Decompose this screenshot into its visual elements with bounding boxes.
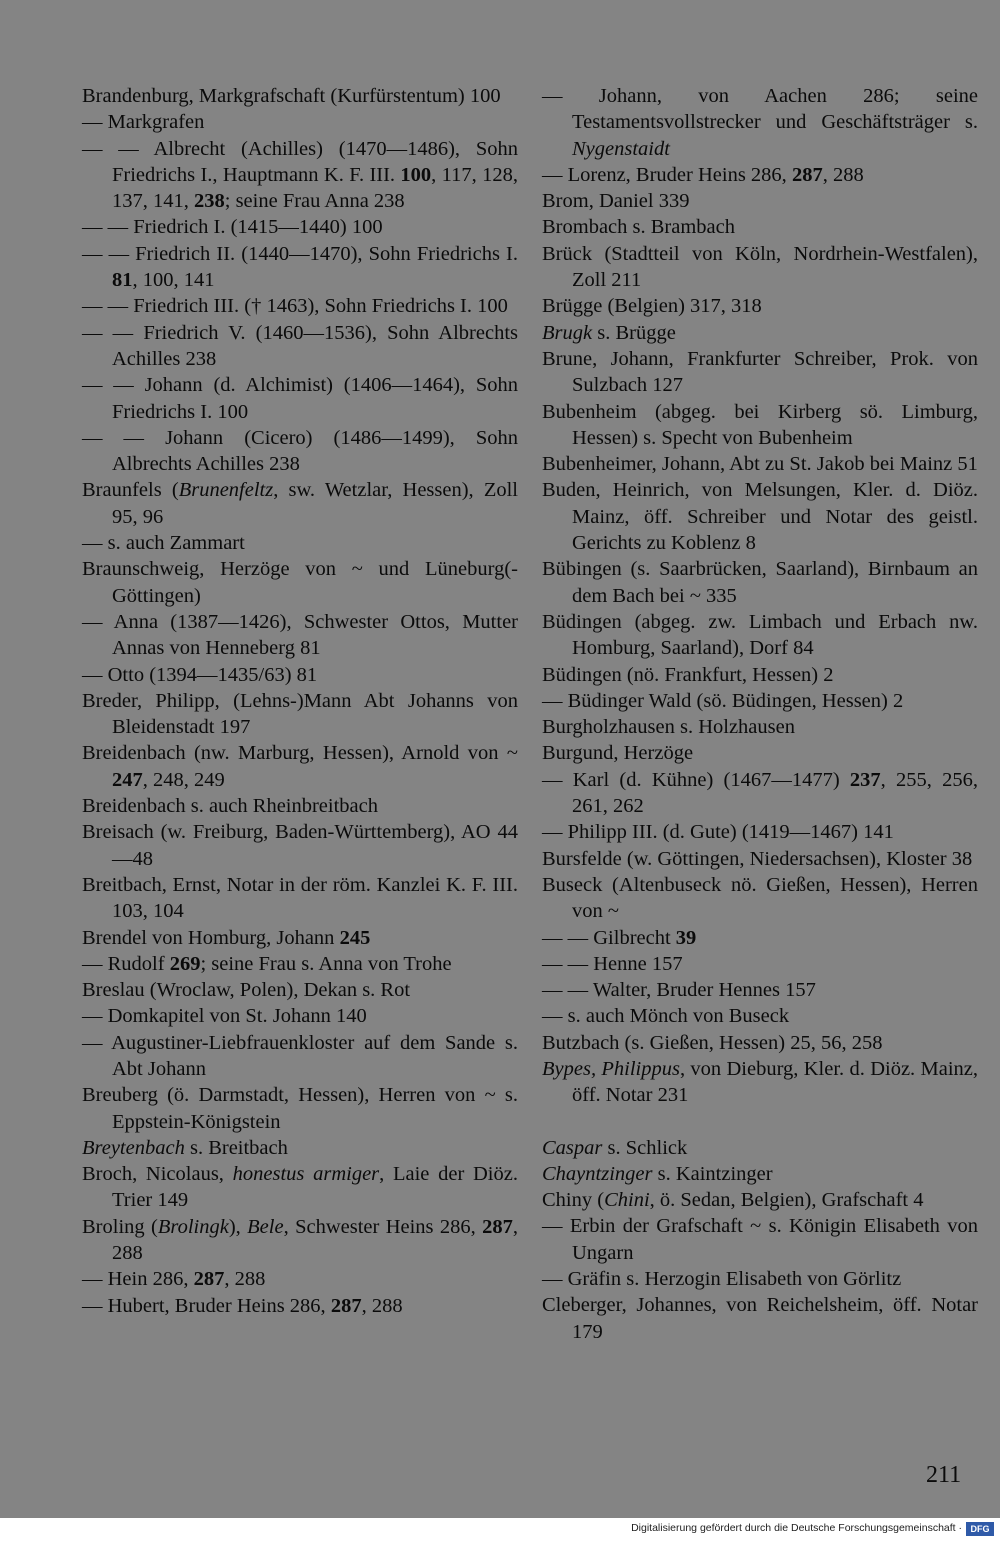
entry-run: 287 — [482, 1215, 513, 1238]
entry-run: Brügge (Belgien) 317, 318 — [542, 295, 762, 318]
entry-run: Brombach s. Brambach — [542, 216, 735, 239]
entry-run: — — Henne 157 — [542, 952, 683, 975]
entry-run: Braunschweig, Herzöge von ~ und Lüneburg(-Göttingen) — [82, 558, 518, 607]
index-entry — [82, 1030, 518, 1083]
entry-run: — Gräfin s. Herzogin Elisabeth von Görlitz — [542, 1268, 902, 1291]
entry-run: Brugk — [542, 321, 593, 344]
entry-run: , sw. Wetzlar, Hessen), Zoll 95, 96 — [112, 479, 518, 528]
entry-run: 237 — [849, 768, 881, 791]
entry-run: — Anna (1387—1426), Schwester Ottos, Mutter Annas von Henneberg 81 — [82, 610, 518, 660]
index-entry — [82, 1161, 518, 1214]
entry-run: 287 — [193, 1268, 225, 1291]
index-entry — [82, 109, 518, 135]
entry-run: s. Breitbach — [184, 1136, 288, 1159]
entry-run: — — Friedrich III. († 1463), Sohn Friedrichs I. 100 — [82, 295, 508, 318]
entry-run: — Otto (1394—1435/63) 81 — [82, 663, 318, 686]
index-entry — [82, 1003, 518, 1029]
entry-run: — — Walter, Bruder Hennes 157 — [542, 979, 816, 1002]
entry-run: Breslau (Wroclaw, Polen), Dekan s. Rot — [82, 979, 411, 1002]
index-entry — [542, 1266, 978, 1292]
entry-run: Büdingen (nö. Frankfurt, Hessen) 2 — [542, 663, 834, 686]
entry-run: — Hubert, Bruder Heins 286, — [82, 1294, 331, 1317]
entry-run: 39 — [675, 926, 697, 949]
entry-run: — s. auch Mönch von Buseck — [542, 1005, 790, 1028]
entry-run: — Lorenz, Bruder Heins 286, — [542, 163, 792, 186]
index-entry — [542, 1187, 978, 1213]
index-entry — [542, 740, 978, 766]
entry-run: — — Johann (Cicero) (1486—1499), Sohn Albrechts Achilles 238 — [82, 426, 518, 476]
entry-run: — Hein 286, — [82, 1268, 194, 1291]
entry-run: — Markgrafen — [82, 111, 205, 134]
entry-run: 269 — [169, 952, 201, 975]
entry-run: ; seine Frau Anna 238 — [224, 190, 405, 213]
index-entry — [542, 951, 978, 977]
index-entry — [542, 346, 978, 399]
entry-run: Burgund, Herzöge — [542, 742, 694, 765]
entry-run: Breytenbach — [82, 1136, 185, 1159]
index-entry — [542, 1161, 978, 1187]
entry-run: Breidenbach (nw. Marburg, Hessen), Arnold von ~ — [82, 742, 518, 765]
index-entry — [542, 451, 978, 477]
index-entry — [542, 1030, 978, 1056]
entry-run: Breidenbach s. auch Rheinbreitbach — [82, 795, 378, 818]
index-entry — [542, 977, 978, 1003]
index-entry — [82, 793, 518, 819]
entry-run: Broling ( — [82, 1215, 158, 1238]
entry-run: 238 — [194, 190, 225, 213]
index-entry — [82, 1082, 518, 1135]
entry-run: Brendel von Homburg, Johann — [82, 926, 340, 949]
index-entry — [542, 662, 978, 688]
index-entry — [82, 872, 518, 925]
entry-run: — — Johann (d. Alchimist) (1406—1464), Sohn Friedrichs I. 100 — [82, 374, 518, 423]
index-entry — [82, 609, 518, 662]
index-entry — [82, 1266, 518, 1292]
entry-run: s. Brügge — [592, 321, 676, 344]
entry-run: — — Friedrich V. (1460—1536), Sohn Albrechts Achilles 238 — [82, 321, 518, 370]
entry-run: — Philipp III. (d. Gute) (1419—1467) 141 — [542, 821, 894, 844]
index-entry — [82, 1214, 518, 1267]
entry-run: , 288 — [112, 1215, 519, 1265]
entry-run: 287 — [330, 1294, 362, 1317]
entry-run: 100 — [400, 163, 432, 186]
entry-run: 245 — [339, 926, 371, 949]
entry-run: — — Albrecht (Achilles) (1470—1486), Sohn Friedrichs I., Hauptmann K. F. III. — [82, 137, 518, 186]
entry-run: , 248, 249 — [142, 768, 225, 791]
index-entry — [542, 767, 978, 820]
entry-run: Chiny ( — [542, 1189, 605, 1212]
index-entry — [542, 188, 978, 214]
index-entry — [82, 819, 518, 872]
dfg-logo: DFG — [966, 1522, 994, 1536]
footer-credit: Digitalisierung gefördert durch die Deutsche Forschungsgemeinschaft · — [631, 1522, 962, 1534]
entry-run: — — Friedrich I. (1415—1440) 100 — [82, 216, 383, 239]
entry-run: Breisach (w. Freiburg, Baden-Württemberg), AO 44—48 — [82, 821, 518, 870]
entry-run: Brück (Stadtteil von Köln, Nordrhein-Westfalen), Zoll 211 — [542, 242, 978, 292]
index-entry — [542, 1213, 978, 1266]
index-entry — [82, 136, 518, 215]
page-number: 211 — [926, 1462, 962, 1488]
entry-run: Breder, Philipp, (Lehns-)Mann Abt Johanns von Bleidenstadt 197 — [82, 689, 518, 739]
index-entry — [542, 399, 978, 452]
entry-run: — Karl (d. Kühne) (1467—1477) — [542, 768, 850, 791]
entry-run: , Schwester Heins 286, — [283, 1215, 483, 1238]
index-entry — [542, 477, 978, 556]
entry-run: — Büdinger Wald (sö. Büdingen, Hessen) 2 — [542, 689, 904, 712]
entry-run: Bübingen (s. Saarbrücken, Saarland), Birnbaum an dem Bach bei ~ 335 — [542, 558, 978, 607]
index-entry — [82, 1293, 518, 1319]
entry-run: 81 — [112, 269, 133, 292]
entry-run: — — Friedrich II. (1440—1470), Sohn Friedrichs I. — [82, 242, 518, 265]
entry-run: , 100, 141 — [132, 269, 215, 292]
right-column — [542, 83, 978, 1345]
entry-run: 247 — [112, 768, 143, 791]
index-entry — [82, 662, 518, 688]
entry-run: Butzbach (s. Gießen, Hessen) 25, 56, 258 — [542, 1031, 883, 1054]
entry-run: honestus armiger — [232, 1163, 380, 1186]
entry-run: , von Dieburg, Kler. d. Diöz. Mainz, öff. Notar 231 — [572, 1057, 978, 1107]
entry-run: Caspar — [542, 1136, 603, 1159]
entry-run: Brandenburg, Markgrafschaft (Kurfürstentum) 100 — [82, 85, 501, 107]
entry-run: Brune, Johann, Frankfurter Schreiber, Prok. von Sulzbach 127 — [542, 347, 978, 397]
index-entry — [542, 83, 978, 162]
index-entry — [82, 925, 518, 951]
entry-run: , 288 — [822, 163, 864, 186]
index-entry — [82, 530, 518, 556]
index-entry — [82, 977, 518, 1003]
index-entry — [82, 372, 518, 425]
index-entry — [542, 1056, 978, 1109]
entry-run: , 117, 128, 137, 141, — [112, 163, 518, 213]
entry-run: Burgholzhausen s. Holzhausen — [542, 716, 795, 739]
entry-run: Bypes, Philippus — [542, 1057, 680, 1080]
entry-run: — Erbin der Grafschaft ~ s. Königin Elisabeth von Ungarn — [542, 1215, 978, 1264]
entry-run: Breuberg (ö. Darmstadt, Hessen), Herren von ~ s. Eppstein-Königstein — [82, 1084, 518, 1133]
index-entry — [82, 688, 518, 741]
entry-run: Nygenstaidt — [572, 137, 670, 160]
index-entry — [82, 556, 518, 609]
index-entry — [542, 714, 978, 740]
entry-run: — Augustiner-Liebfrauenkloster auf dem Sande s. Abt Johann — [82, 1031, 518, 1080]
entry-run: , ö. Sedan, Belgien), Grafschaft 4 — [649, 1189, 924, 1212]
index-entry — [82, 1135, 518, 1161]
index-entry — [542, 1292, 978, 1345]
entry-run: Bubenheim (abgeg. bei Kirberg sö. Limburg, Hessen) s. Specht von Bubenheim — [542, 400, 978, 449]
entry-run: Buseck (Altenbuseck nö. Gießen, Hessen), Herren von ~ — [542, 873, 978, 923]
entry-run: , Laie der Diöz. Trier 149 — [112, 1163, 518, 1212]
entry-run: Cleberger, Johannes, von Reichelsheim, öff. Notar 179 — [542, 1294, 978, 1343]
index-entry — [542, 293, 978, 319]
index-entry — [542, 320, 978, 346]
index-entry — [82, 241, 518, 294]
entry-run: Büdingen (abgeg. zw. Limbach und Erbach nw. Homburg, Saarland), Dorf 84 — [542, 610, 978, 660]
entry-run: s. Schlick — [602, 1136, 688, 1159]
entry-run: — — Gilbrecht — [542, 926, 676, 949]
index-entry — [542, 688, 978, 714]
index-entry — [542, 162, 978, 188]
index-entry — [82, 477, 518, 530]
index-entry — [82, 951, 518, 977]
entry-run: — s. auch Zammart — [82, 532, 245, 555]
entry-run: Bubenheimer, Johann, Abt zu St. Jakob bei Mainz 51 — [542, 453, 978, 476]
index-entry — [82, 740, 518, 793]
entry-run: , 288 — [361, 1294, 403, 1317]
entry-run: Breitbach, Ernst, Notar in der röm. Kanzlei K. F. III. 103, 104 — [82, 873, 518, 923]
entry-run: Bele — [247, 1215, 284, 1238]
index-entry — [82, 293, 518, 319]
index-entry — [542, 214, 978, 240]
index-entry — [82, 320, 518, 373]
entry-run: s. Kaintzinger — [652, 1162, 773, 1185]
entry-run: ; seine Frau s. Anna von Trohe — [200, 952, 452, 975]
index-entry — [542, 241, 978, 294]
entry-run: — Domkapitel von St. Johann 140 — [82, 1005, 367, 1028]
entry-run: Brunenfeltz — [178, 479, 274, 502]
index-entry — [542, 925, 978, 951]
entry-run: , 255, 256, 261, 262 — [572, 768, 979, 818]
index-entry — [542, 819, 978, 845]
entry-run: Braunfels ( — [82, 479, 179, 502]
entry-run: ), — [228, 1215, 248, 1238]
entry-run: — Johann, von Aachen 286; seine Testamentsvollstrecker und Geschäftsträger s. — [542, 85, 978, 134]
entry-run: 287 — [791, 163, 823, 186]
left-column — [82, 83, 518, 1319]
index-entry — [82, 425, 518, 478]
index-entry — [82, 214, 518, 240]
entry-run: Chini — [604, 1189, 650, 1212]
index-entry — [542, 872, 978, 925]
entry-run: Chayntzinger — [542, 1162, 653, 1185]
entry-run: — Rudolf — [82, 952, 170, 975]
index-entry — [542, 1003, 978, 1029]
entry-run: , 288 — [224, 1268, 266, 1291]
index-entry — [542, 609, 978, 662]
entry-run: Bursfelde (w. Göttingen, Niedersachsen), Kloster 38 — [542, 847, 973, 870]
index-entry — [542, 556, 978, 609]
index-entry — [542, 846, 978, 872]
footer-bar — [0, 1518, 1000, 1541]
index-entry — [542, 1135, 978, 1161]
entry-run: Brolingk — [157, 1215, 229, 1238]
entry-run: Broch, Nicolaus, — [82, 1163, 233, 1186]
entry-run: Brom, Daniel 339 — [542, 190, 690, 213]
entry-run: Buden, Heinrich, von Melsungen, Kler. d. Diöz. Mainz, öff. Schreiber und Notar des geistl. Gerichts zu Koblenz 8 — [542, 479, 978, 555]
index-entry — [82, 83, 518, 109]
